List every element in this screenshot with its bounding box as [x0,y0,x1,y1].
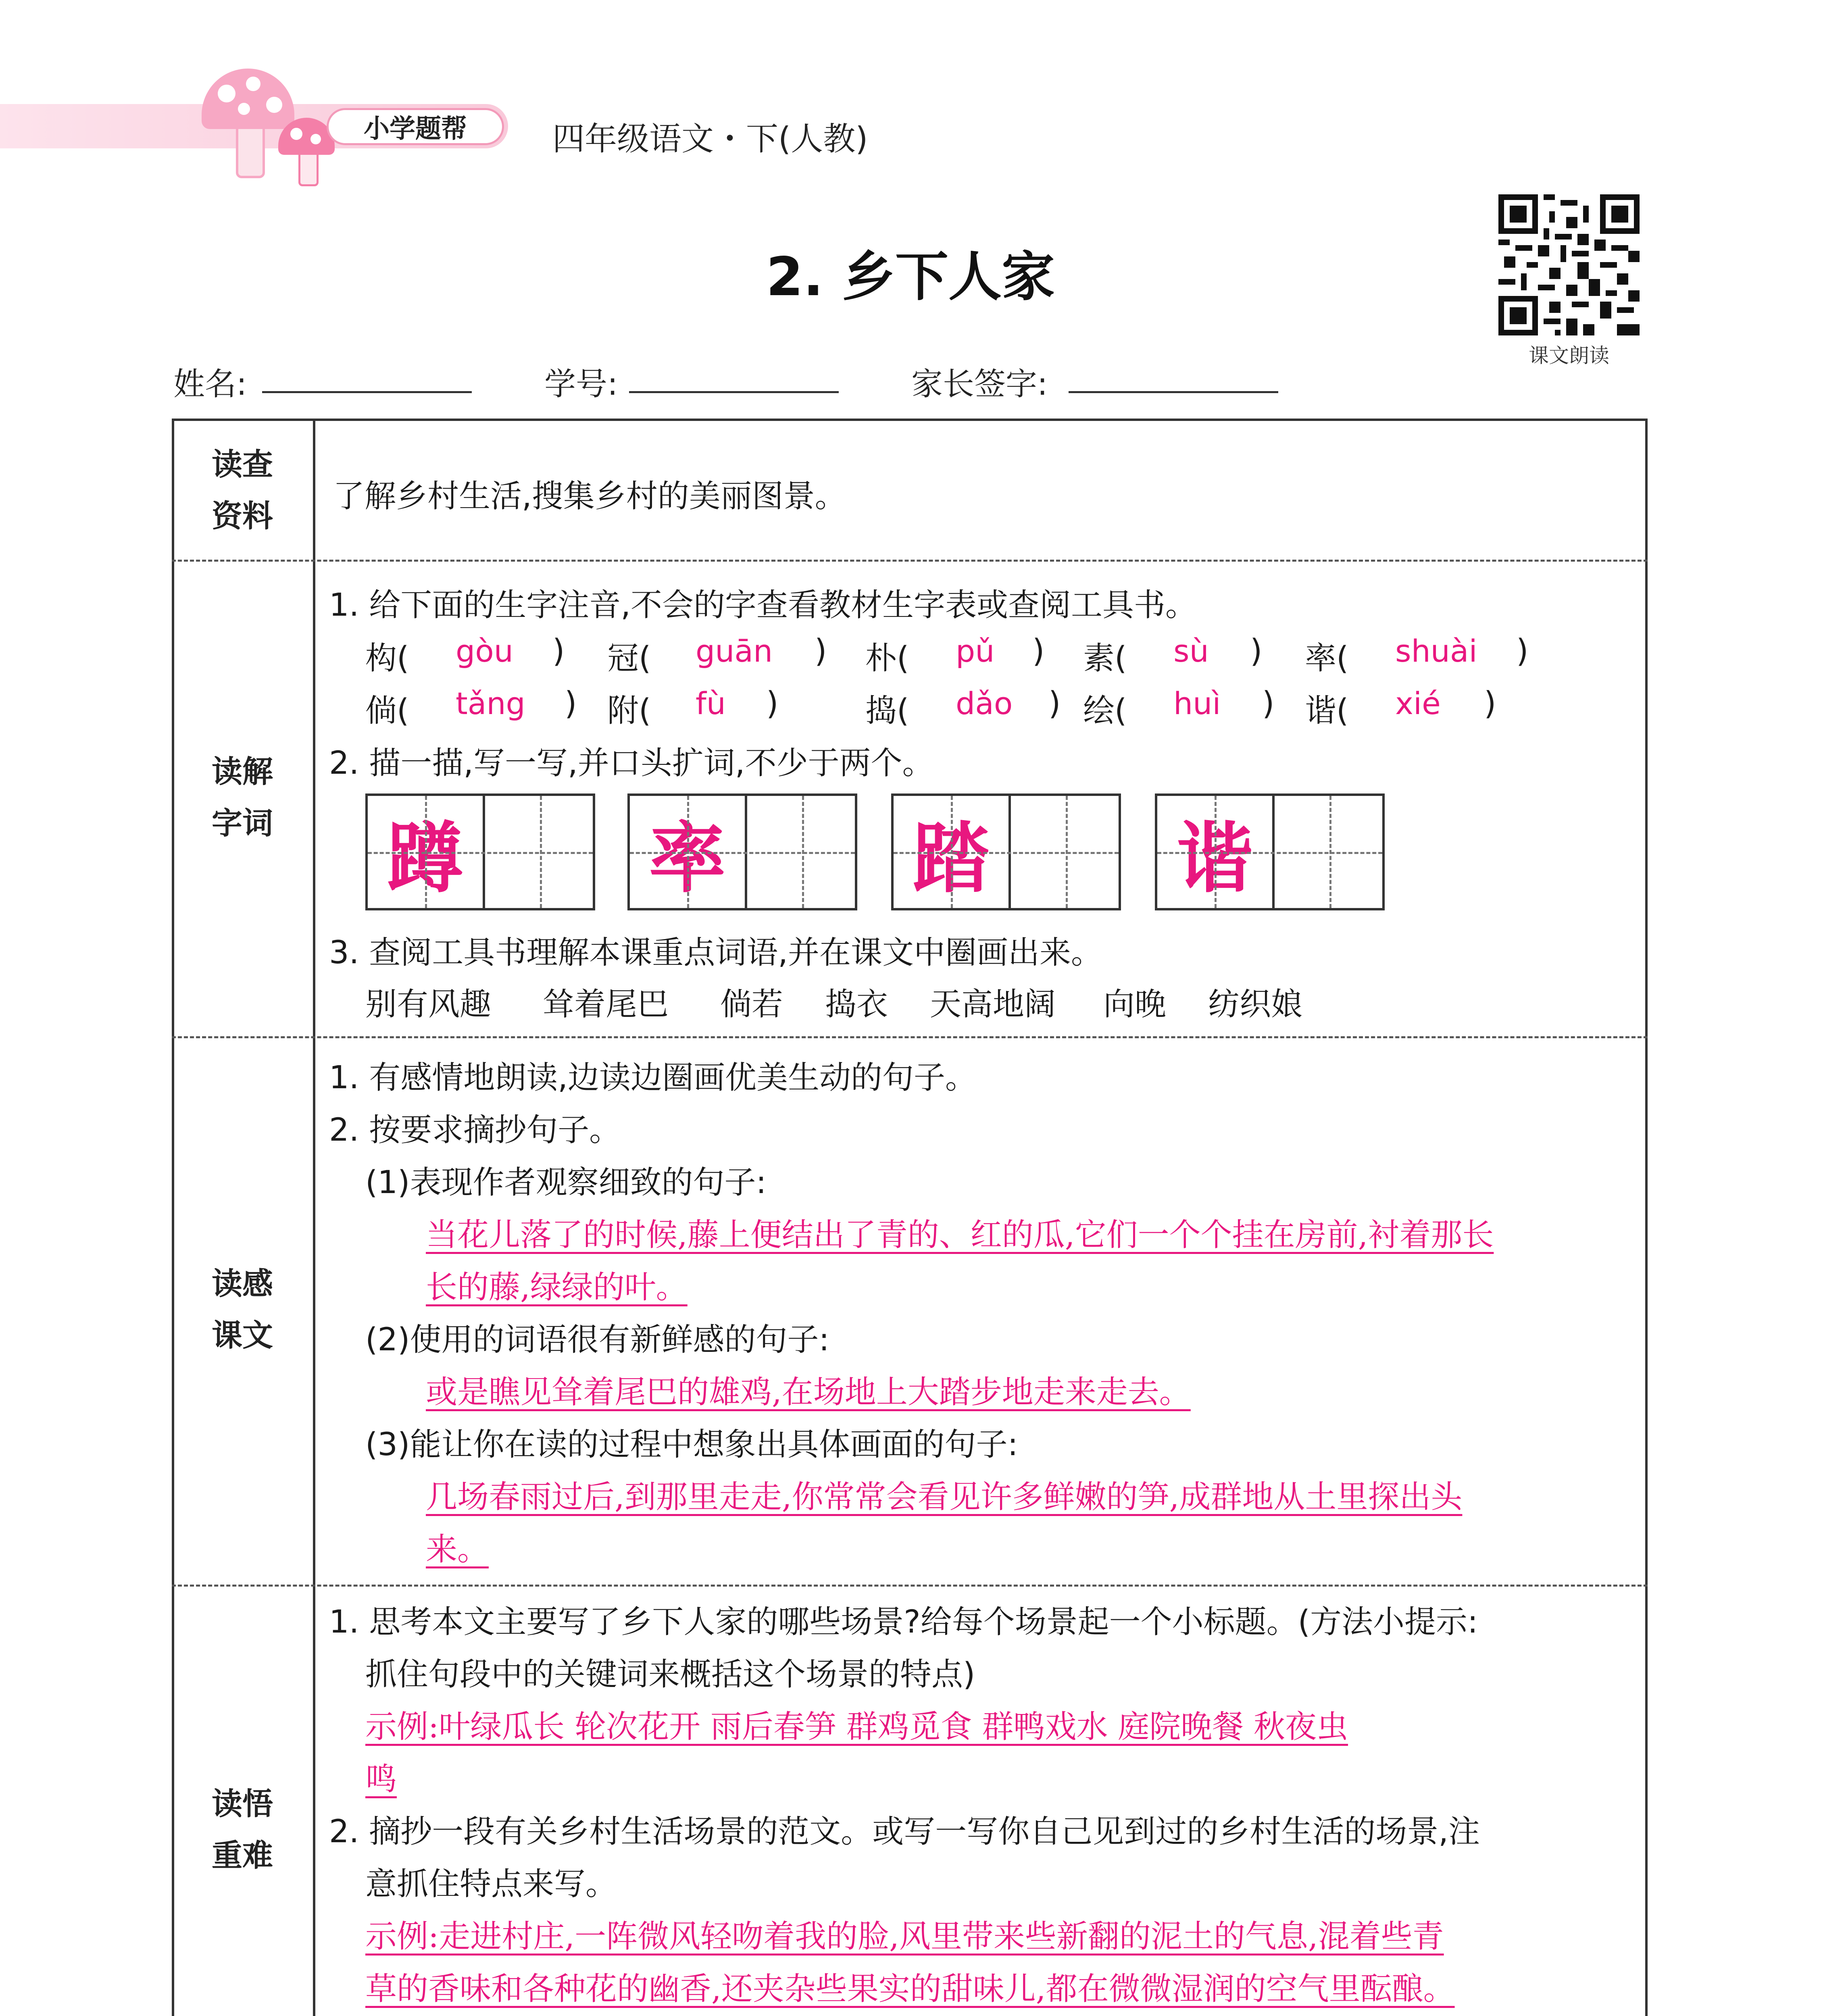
number-label: 学号: [544,366,618,402]
trace-character: 蹲 [387,813,464,903]
lesson-title: 2. 乡下人家 [766,246,1055,308]
trace-character: 率 [649,813,726,903]
pinyin-answer[interactable]: gòu [456,633,513,669]
section-label-vocabulary: 读解 字词 [212,754,273,841]
vocab-question-3: 3. 查阅工具书理解本课重点词语,并在课文中圈画出来。 [329,935,1103,971]
reading-prompt-3: (3)能让你在读的过程中想象出具体画面的句子: [365,1427,1018,1463]
answer-line[interactable]: 或是瞧见耸着尾巴的雄鸡,在场地上大踏步地走来走去。 [426,1374,1191,1410]
writing-grid[interactable] [1155,793,1385,910]
pinyin-answer[interactable]: sù [1173,633,1209,669]
vocab-question-2: 2. 描一描,写一写,并口头扩词,不少于两个。 [329,745,934,781]
answer-line[interactable]: 来。 [426,1531,489,1568]
writing-grid[interactable] [891,793,1121,910]
pinyin-close: ) [1516,633,1529,669]
pinyin-close: ) [565,685,577,722]
answer-line[interactable]: 示例:叶绿瓜长 轮次花开 雨后春笋 群鸡觅食 群鸭戏水 庭院晚餐 秋夜虫 [365,1709,1348,1745]
name-label: 姓名: [173,366,247,402]
section-label-research: 读查 资料 [212,446,273,534]
vocab-question-1: 1. 给下面的生字注音,不会的字查看教材生字表或查阅工具书。 [329,587,1197,623]
trace-character: 谐 [1176,813,1253,903]
key-word: 耸着尾巴 [543,986,669,1023]
pinyin-close: ) [1262,685,1275,722]
reading-question-1: 1. 有感情地朗读,边读边圈画优美生动的句子。 [329,1060,977,1096]
pinyin-item: 冠( [607,640,651,677]
pinyin-answer[interactable]: huì [1173,685,1221,721]
row-divider [172,1585,1648,1587]
pinyin-close: ) [815,633,827,669]
book-title: 四年级语文・下(人教) [552,120,868,158]
key-question-2: 2. 摘抄一段有关乡村生活场景的范文。或写一写你自己见到过的乡村生活的场景,注 [329,1814,1480,1850]
key-word: 捣衣 [825,986,888,1023]
key-question-1: 1. 思考本文主要写了乡下人家的哪些场景?给每个场景起一个小标题。(方法小提示: [329,1604,1478,1640]
qr-code-icon[interactable] [1498,194,1640,335]
answer-line[interactable]: 当花儿落了的时候,藤上便结出了青的、红的瓜,它们一个个挂在房前,衬着那长 [426,1217,1494,1253]
pinyin-close: ) [1250,633,1263,669]
research-text: 了解乡村生活,搜集乡村的美丽图景。 [333,478,846,514]
key-question-1-cont: 抓住句段中的关键词来概括这个场景的特点) [365,1656,975,1693]
section-label-reading: 读感 课文 [212,1266,273,1353]
reading-prompt-2: (2)使用的词语很有新鲜感的句子: [365,1322,829,1358]
pinyin-item: 捣( [865,693,909,729]
writing-grid[interactable] [627,793,857,910]
pinyin-answer[interactable]: dǎo [956,685,1013,721]
key-word: 天高地阔 [930,986,1056,1023]
mushroom-stem-decoration [236,121,265,178]
row-divider [172,560,1648,562]
key-word: 倘若 [720,986,783,1023]
parent-signature-label: 家长签字: [911,366,1048,402]
student-number-field[interactable] [629,391,839,393]
name-field[interactable] [262,391,472,393]
answer-line[interactable]: 草的香味和各种花的幽香,还夹杂些果实的甜味儿,都在微微湿润的空气里酝酿。 [365,1971,1455,2007]
pinyin-answer[interactable]: fù [696,685,726,721]
pinyin-answer[interactable]: xié [1395,685,1441,721]
writing-grid[interactable] [365,793,595,910]
parent-signature-field[interactable] [1069,391,1278,393]
pinyin-item: 素( [1083,640,1127,677]
key-question-2-cont: 意抓住特点来写。 [365,1866,617,1902]
trace-character: 踏 [913,813,990,903]
pinyin-item: 构( [365,640,409,677]
pinyin-item: 倘( [365,693,409,729]
pinyin-close: ) [766,685,779,722]
pinyin-answer[interactable]: tǎng [456,685,525,721]
mushroom-small-stem-decoration [298,150,319,186]
pinyin-item: 附( [607,693,651,729]
answer-line[interactable]: 示例:走进村庄,一阵微风轻吻着我的脸,风里带来些新翻的泥土的气息,混着些青 [365,1918,1444,1955]
pinyin-item: 率( [1305,640,1349,677]
row-divider [172,1036,1648,1038]
answer-line[interactable]: 长的藤,绿绿的叶。 [426,1269,688,1306]
pinyin-answer[interactable]: shuài [1395,633,1477,669]
pinyin-close: ) [1032,633,1045,669]
brand-label: 小学题帮 [327,108,504,145]
label-column-divider [313,419,315,2016]
pinyin-close: ) [552,633,565,669]
reading-question-2: 2. 按要求摘抄句子。 [329,1112,621,1148]
key-word: 别有风趣 [365,986,492,1023]
pinyin-close: ) [1484,685,1496,722]
qr-label: 课文朗读 [1529,344,1609,367]
reading-prompt-1: (1)表现作者观察细致的句子: [365,1164,767,1201]
section-label-key-points: 读悟 重难 [212,1786,273,1873]
key-word: 向晚 [1103,986,1167,1023]
pinyin-item: 朴( [865,640,909,677]
answer-line[interactable]: 几场春雨过后,到那里走走,你常常会看见许多鲜嫩的笋,成群地从土里探出头 [426,1479,1463,1515]
mushroom-icon [202,69,294,129]
key-word: 纺织娘 [1208,986,1303,1023]
pinyin-close: ) [1048,685,1061,722]
pinyin-answer[interactable]: guān [696,633,773,669]
pinyin-answer[interactable]: pǔ [956,633,995,669]
pinyin-item: 绘( [1083,693,1127,729]
pinyin-item: 谐( [1305,693,1349,729]
answer-line[interactable]: 鸣 [365,1761,397,1797]
